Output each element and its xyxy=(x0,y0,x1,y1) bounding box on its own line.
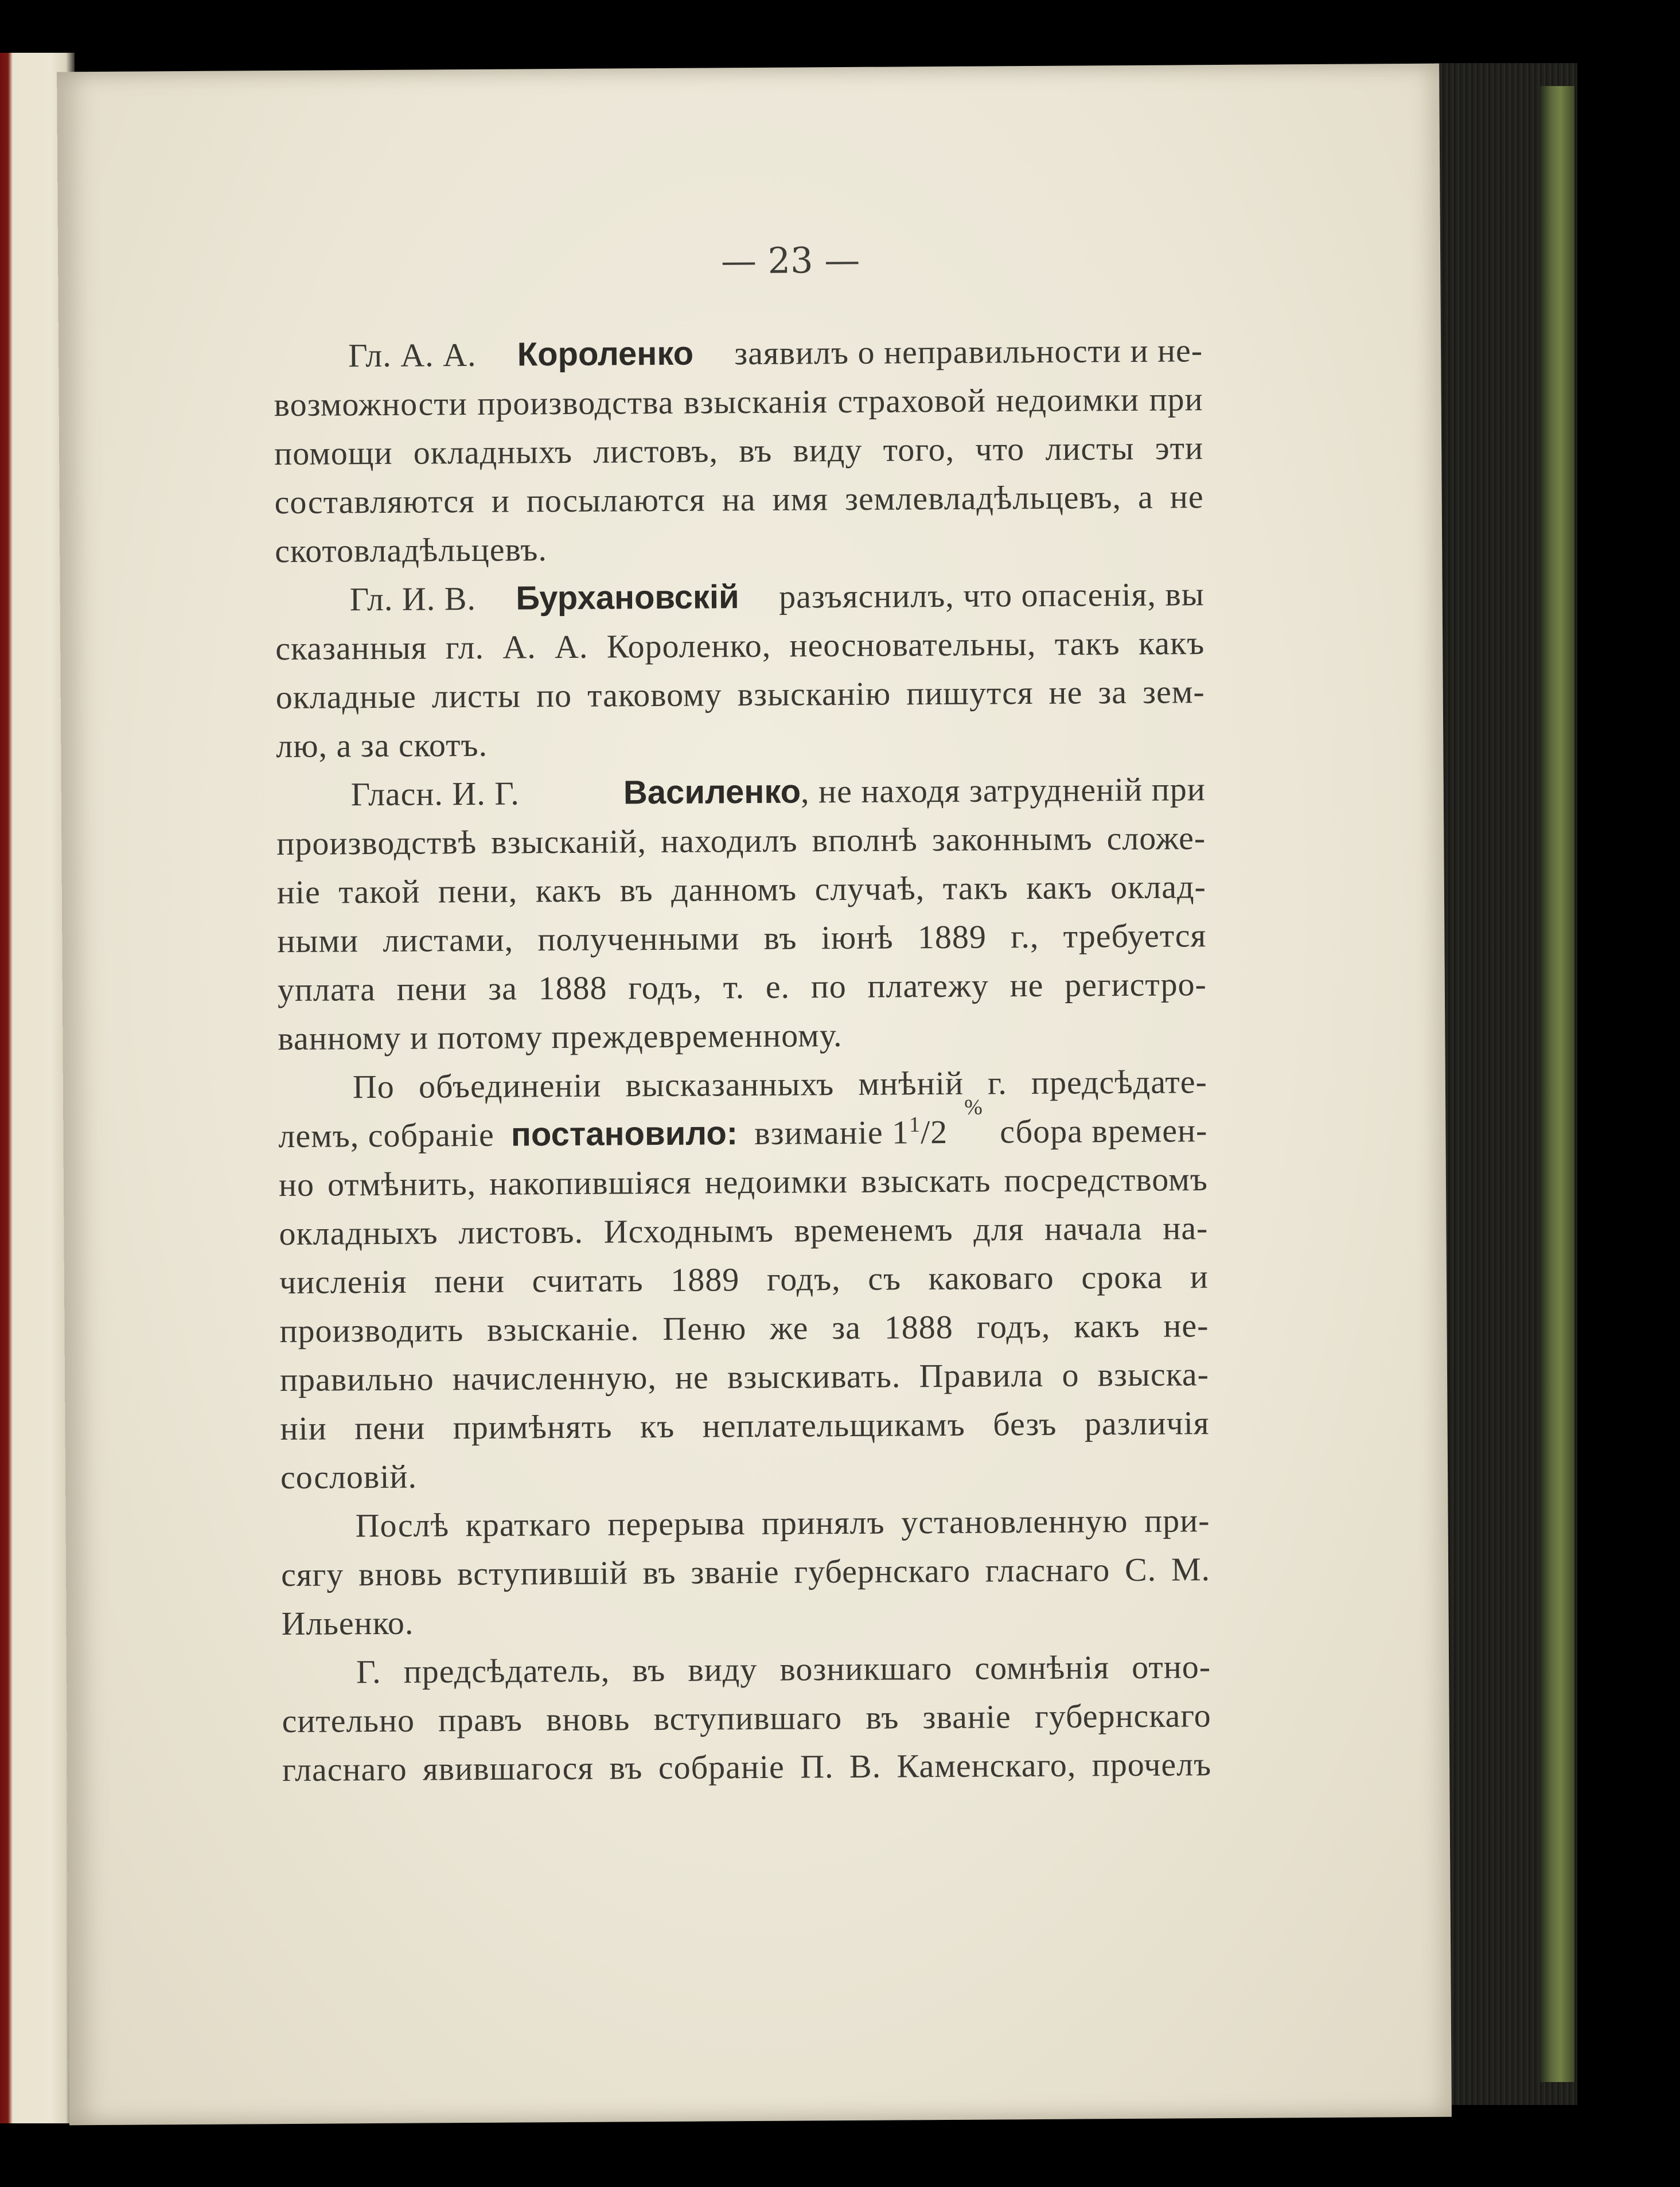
text-line xyxy=(274,423,1203,478)
text-line xyxy=(276,813,1206,868)
word: различія xyxy=(1084,1404,1210,1443)
word: собраніе xyxy=(658,1748,785,1787)
text-line xyxy=(279,1203,1208,1258)
percent-sign: % xyxy=(964,1095,983,1120)
text-line xyxy=(274,375,1203,429)
word: эти xyxy=(1155,429,1204,467)
word: въ xyxy=(632,1651,666,1689)
word: виду xyxy=(793,431,863,469)
speaker-name: Бурхановскій xyxy=(516,578,739,617)
word: отно- xyxy=(1131,1648,1211,1686)
word: на xyxy=(722,480,756,519)
word: зем- xyxy=(1142,673,1205,711)
word: Пеню xyxy=(662,1309,747,1347)
word: г. xyxy=(987,1064,1007,1102)
word: окладныхъ xyxy=(279,1214,438,1253)
text-line xyxy=(282,1740,1211,1794)
word: не xyxy=(1170,478,1204,516)
word: но xyxy=(278,1165,315,1204)
text-line xyxy=(279,1155,1208,1209)
page-number: — 23 — xyxy=(720,239,860,282)
word: Правила xyxy=(919,1356,1044,1395)
word: пишутся xyxy=(906,674,1034,712)
word: въ xyxy=(763,919,797,957)
word: взысканію xyxy=(737,675,891,714)
word: какъ xyxy=(1026,868,1093,907)
word: временемъ xyxy=(794,1210,953,1249)
word: годъ, xyxy=(766,1260,841,1298)
word: взысканіе. xyxy=(486,1310,640,1348)
word: оклад- xyxy=(1110,868,1206,906)
word: гл. xyxy=(445,628,485,666)
word: Послѣ xyxy=(355,1506,450,1545)
text-line xyxy=(280,1398,1209,1453)
word: съ xyxy=(868,1260,902,1297)
word: начала xyxy=(1044,1209,1143,1248)
word: 1888 xyxy=(884,1308,953,1346)
word: не xyxy=(675,1358,710,1396)
word: о xyxy=(1062,1356,1079,1394)
word: по xyxy=(810,968,847,1005)
word: составляются xyxy=(274,482,475,521)
word: Короленко, xyxy=(606,626,771,665)
word: т. xyxy=(723,968,745,1006)
word: годъ, xyxy=(976,1307,1051,1346)
word: безъ xyxy=(993,1405,1057,1443)
word: накопившіяся xyxy=(489,1163,692,1202)
word: С. xyxy=(1124,1550,1157,1589)
word: при xyxy=(1149,380,1203,418)
word: взысканій, xyxy=(491,822,647,861)
text-fragment: Гл. И. В. xyxy=(349,579,477,618)
word: при- xyxy=(1144,1502,1210,1539)
word: въ xyxy=(866,1698,899,1736)
fraction-denominator: /2 xyxy=(920,1113,948,1151)
word: Исходнымъ xyxy=(603,1211,774,1250)
word: производить xyxy=(279,1311,464,1350)
text-fragment: лемъ, собраніе xyxy=(278,1116,494,1155)
word: сказанныя xyxy=(275,629,427,668)
text-line xyxy=(278,1057,1207,1112)
speaker-name: Короленко xyxy=(517,334,694,373)
decision-keyword: постановило: xyxy=(510,1114,738,1153)
word: примѣнять xyxy=(453,1408,613,1447)
text-fragment: заявилъ о неправильности и не- xyxy=(734,332,1203,372)
text-fragment: разъяснилъ, что опасенія, вы xyxy=(778,575,1205,615)
word: листами, xyxy=(383,921,514,959)
word: на- xyxy=(1163,1209,1209,1247)
word: виду xyxy=(688,1650,758,1689)
text-line xyxy=(280,1350,1209,1404)
word: окладныхъ xyxy=(413,432,573,471)
text-line: лю, а за скотъ. xyxy=(276,726,488,765)
word: производствѣ xyxy=(276,823,477,863)
word: не- xyxy=(1163,1307,1209,1344)
text-line xyxy=(278,960,1207,1014)
word: явившагося xyxy=(422,1749,594,1788)
word: уплата xyxy=(277,970,376,1009)
word: же xyxy=(770,1309,809,1347)
text-line xyxy=(276,765,1206,819)
word: возникшаго xyxy=(779,1649,953,1688)
text-line xyxy=(275,667,1205,722)
word: неосновательны, xyxy=(789,625,1036,664)
word: сложе- xyxy=(1106,819,1206,857)
word: званіе xyxy=(691,1553,779,1591)
word: таковому xyxy=(587,676,722,714)
word: званіе xyxy=(922,1698,1011,1736)
speaker-name: Василенко xyxy=(623,773,801,812)
word: посылаются xyxy=(526,481,705,520)
word: требуется xyxy=(1063,917,1207,955)
word: іюнѣ xyxy=(821,918,894,957)
word: по xyxy=(536,676,572,715)
word: не xyxy=(1048,673,1083,711)
word: въ xyxy=(619,871,653,909)
word: взыскать xyxy=(860,1161,991,1200)
word: данномъ xyxy=(671,870,797,909)
word: А. xyxy=(502,628,536,666)
word: В. xyxy=(849,1747,882,1786)
word: ніе xyxy=(276,873,321,911)
word: листовъ. xyxy=(458,1213,584,1252)
word: сительно xyxy=(282,1701,415,1740)
text-line xyxy=(279,1252,1209,1307)
word: листовъ, xyxy=(593,432,719,470)
word: платежу xyxy=(867,966,989,1005)
text-line xyxy=(281,1545,1210,1599)
word: имя xyxy=(772,480,829,518)
word: въ xyxy=(609,1749,643,1787)
text-line xyxy=(278,1095,1208,1160)
word: какъ xyxy=(1074,1307,1140,1345)
word: годъ, xyxy=(628,968,703,1007)
text-line: ванному и потому преждевременному. xyxy=(278,1016,843,1058)
word: и xyxy=(1190,1258,1209,1296)
word: помощи xyxy=(274,434,393,473)
fraction-numerator: 1 xyxy=(909,1112,921,1137)
word: посредствомъ xyxy=(1004,1160,1209,1199)
word: краткаго xyxy=(465,1505,592,1544)
word: взыска- xyxy=(1097,1355,1210,1394)
word: листы xyxy=(1045,429,1135,467)
word: губернскаго xyxy=(794,1551,971,1590)
text-line xyxy=(280,1496,1210,1550)
word: находилъ xyxy=(660,821,798,860)
word: производства xyxy=(477,383,674,422)
text-line xyxy=(282,1691,1211,1745)
text-fragment: Гл. А. А. xyxy=(348,336,477,375)
word: правильно xyxy=(279,1360,434,1399)
word: считать xyxy=(532,1261,644,1300)
word: г., xyxy=(1010,917,1039,956)
word: такъ xyxy=(1054,625,1120,662)
word: что xyxy=(975,430,1025,468)
word: взыскивать. xyxy=(727,1357,901,1396)
word: неплательщикамъ xyxy=(702,1405,965,1445)
word: какъ xyxy=(1138,624,1205,662)
text-line xyxy=(274,472,1203,527)
text-line xyxy=(277,862,1206,917)
word: окладные xyxy=(275,677,417,716)
word: начисленную, xyxy=(452,1359,657,1398)
text-line xyxy=(282,1642,1211,1697)
text-fragment: взиманіе 1 xyxy=(754,1113,910,1152)
text-fragment: , не находя затрудненій при xyxy=(800,770,1206,810)
fraction-group xyxy=(754,1108,948,1157)
word: недоимки xyxy=(704,1163,848,1201)
word: мнѣній xyxy=(858,1064,964,1102)
text-line: Ильенко. xyxy=(281,1604,414,1643)
word: е. xyxy=(765,968,790,1005)
word: законнымъ xyxy=(931,820,1093,859)
word: высказанныхъ xyxy=(625,1065,835,1104)
word: недоимки xyxy=(996,380,1140,419)
word: вступившій xyxy=(457,1554,629,1593)
book-cover-edge xyxy=(1540,86,1574,2082)
word: за xyxy=(488,969,518,1007)
word: и xyxy=(491,482,510,520)
word: пени xyxy=(396,970,467,1008)
word: полученными xyxy=(537,919,740,958)
word: того, xyxy=(883,430,955,469)
word: регистро- xyxy=(1064,965,1207,1004)
word: вступившаго xyxy=(653,1699,843,1738)
word: вновь xyxy=(545,1700,630,1738)
text-fragment-group xyxy=(623,765,1206,817)
text-line xyxy=(275,618,1205,673)
word: пени, xyxy=(438,872,518,910)
word: пени xyxy=(434,1262,505,1300)
word: сягу xyxy=(280,1556,344,1594)
word: По xyxy=(352,1067,395,1106)
word: взысканія xyxy=(683,383,828,421)
word: губернскаго xyxy=(1034,1697,1211,1736)
word: вполнѣ xyxy=(812,821,918,859)
word: пени xyxy=(354,1409,426,1447)
word: правъ xyxy=(438,1701,523,1739)
word: 1889 xyxy=(671,1261,740,1299)
word: листы xyxy=(431,677,521,715)
word: страховой xyxy=(837,381,987,420)
word: вновь xyxy=(358,1555,443,1593)
text-fragment: Гласн. И. Г. xyxy=(350,774,520,813)
text-line: сословій. xyxy=(280,1457,418,1496)
word: объединеніи xyxy=(418,1066,602,1105)
text-line xyxy=(274,326,1203,380)
text-line xyxy=(277,911,1206,965)
word: П. xyxy=(800,1748,834,1786)
word: ными xyxy=(277,922,359,960)
word: прочелъ xyxy=(1092,1745,1212,1784)
word: принялъ xyxy=(761,1503,885,1542)
word: гласнаго xyxy=(985,1551,1110,1589)
word: такъ xyxy=(942,869,1008,907)
word: не xyxy=(1009,966,1044,1004)
word: срока xyxy=(1081,1258,1163,1296)
word: численія xyxy=(279,1262,407,1301)
text-line xyxy=(279,1301,1209,1355)
word: для xyxy=(973,1210,1024,1248)
word: ніи xyxy=(280,1409,327,1448)
word: предсѣдате- xyxy=(1031,1063,1208,1102)
text-fragment: сбора времен- xyxy=(1000,1112,1208,1151)
word: 1888 xyxy=(538,969,607,1007)
word: какъ xyxy=(535,871,602,910)
word: въ xyxy=(642,1553,676,1592)
word: А. xyxy=(554,627,588,666)
word: а xyxy=(1137,478,1153,516)
word: за xyxy=(832,1308,862,1347)
word: случаѣ, xyxy=(814,870,925,908)
word: къ xyxy=(640,1407,675,1445)
word: сомнѣнія xyxy=(975,1648,1110,1687)
word: установленную xyxy=(901,1502,1128,1541)
text-line xyxy=(275,570,1204,624)
word: за xyxy=(1098,673,1128,711)
word: Г. xyxy=(356,1652,381,1691)
book-page xyxy=(57,64,1452,2126)
word: предсѣдатель, xyxy=(403,1651,610,1690)
word: перерыва xyxy=(607,1504,746,1543)
text-line: скотовладѣльцевъ. xyxy=(274,531,548,570)
page-body xyxy=(274,326,1212,1794)
word: возможности xyxy=(274,385,467,424)
word: каковаго xyxy=(928,1258,1054,1297)
word: М. xyxy=(1171,1550,1211,1588)
word: въ xyxy=(739,431,773,470)
word: отмѣнить, xyxy=(327,1164,477,1203)
word: 1889 xyxy=(917,918,987,956)
word: землевладѣльцевъ, xyxy=(844,478,1122,518)
word: такой xyxy=(338,872,420,911)
word: Каменскаго, xyxy=(896,1746,1077,1785)
word: гласнаго xyxy=(282,1750,407,1789)
